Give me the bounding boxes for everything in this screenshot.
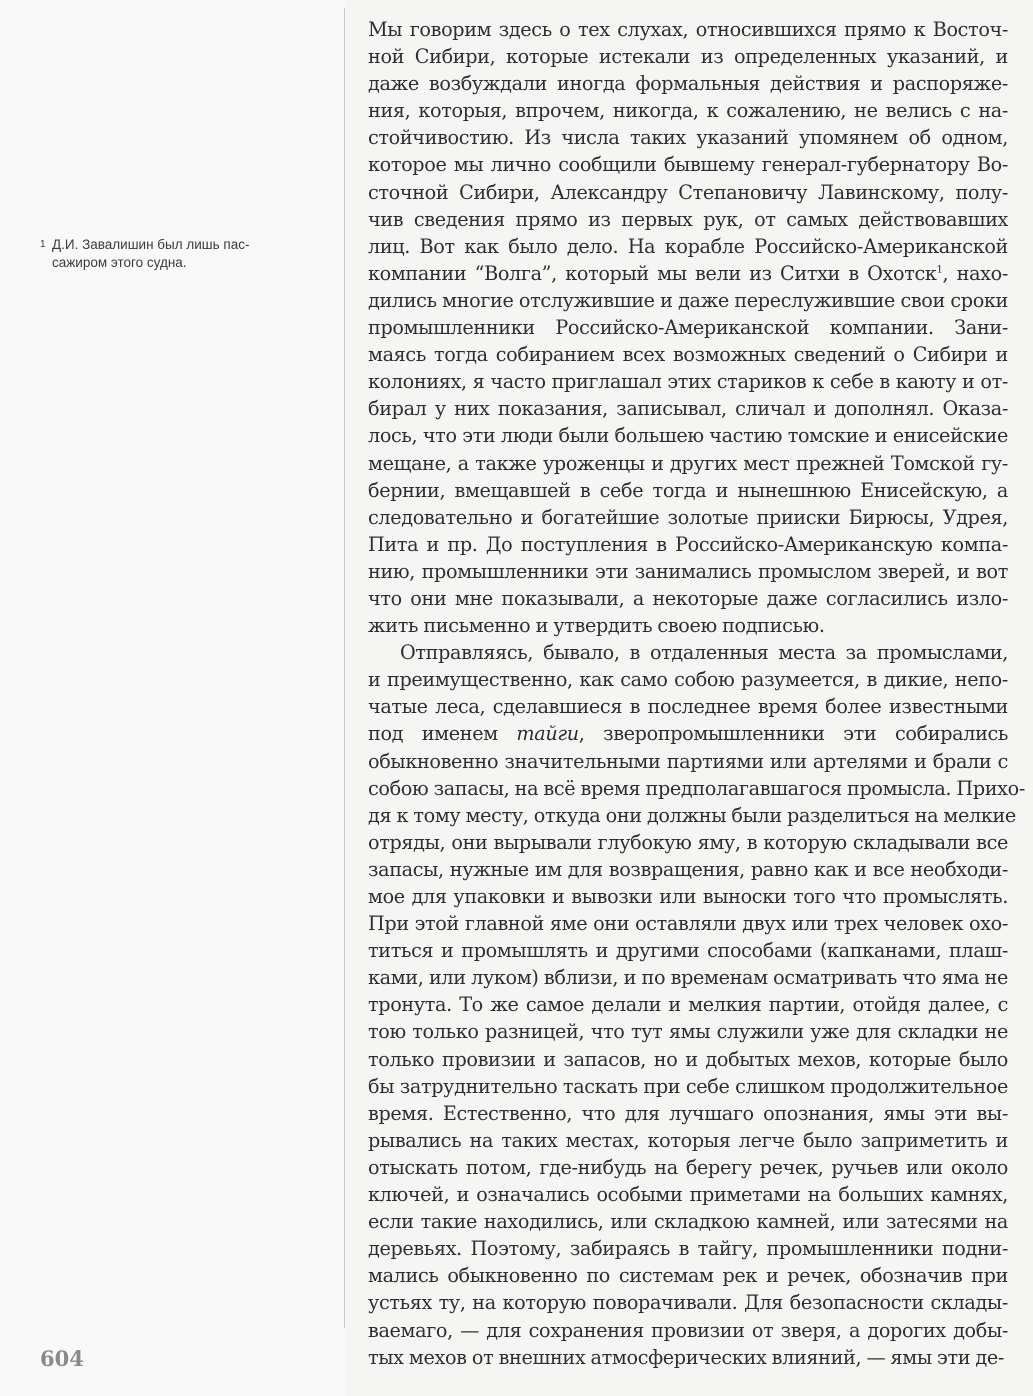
text-segment: компании “Волга”, который мы вели из Ситхи в Охотск xyxy=(368,261,937,285)
text-line: следовательно и богатейшие золотые прииски Бирюсы, Удрея, xyxy=(368,505,1008,529)
text-line: дя к тому месту, откуда они должны были разделиться на мелкие xyxy=(368,803,1016,827)
paragraph xyxy=(368,16,1008,639)
text-line: При этой главной яме они оставляли двух или трех человек охо- xyxy=(368,912,1008,936)
text-line: промышленники Российско-Американской компании. Зани- xyxy=(368,316,1008,340)
text-line: бернии, вмещавшей в себе тогда и нынешнюю Енисейскую, а xyxy=(368,478,1008,502)
text-line: тых мехов от внешних атмосферических влияний, — ямы эти де- xyxy=(368,1345,1005,1369)
text-line: бы затруднительно таскать при себе слишком продолжительное xyxy=(368,1074,1008,1098)
text-line: нию, промышленники эти занимались промыслом зверей, и вот xyxy=(368,559,1008,583)
text-line: Отправляясь, бывало, в отдаленныя места за промыслами, xyxy=(400,641,1008,665)
text-line: даже возбуждали иногда формальныя действия и распоряже- xyxy=(368,72,1008,96)
text-line: бирал у них показания, записывал, сличал и дополнял. Оказа- xyxy=(368,397,1008,421)
text-line: ния, которыя, впрочем, никогда, к сожалению, не велись с на- xyxy=(368,99,1008,123)
text-line: мались обыкновенно по системам рек и речек, обозначив при xyxy=(368,1264,1008,1288)
text-segment: , зверопромышленники эти собирались xyxy=(578,722,1009,746)
text-line: тою только разницей, что тут ямы служили уже для складки не xyxy=(368,1020,1008,1044)
page-margin xyxy=(0,0,345,1396)
text-line: Пита и пр. До поступления в Российско-Американскую компа- xyxy=(368,532,1008,556)
text-line: устьях ту, на которую поворачивали. Для безопасности склады- xyxy=(368,1291,1008,1315)
text-line: жить письменно и утвердить своею подписью. xyxy=(368,614,825,638)
footnote-ref: 1 xyxy=(936,264,943,276)
text-line: которое мы лично сообщили бывшему генерал-губернатору Во- xyxy=(368,153,1008,177)
text-line: обыкновенно значительными партиями или артелями и брали с xyxy=(368,749,1008,773)
footnote-text: Д.И. Завалишин был лишь пас- xyxy=(52,237,250,252)
text-line: ваемаго, — для сохранения провизии от зверя, а дорогих добы- xyxy=(368,1318,1008,1342)
footnote xyxy=(40,236,330,272)
text-line: только провизии и запасов, но и добытых мехов, которые было xyxy=(368,1047,1008,1071)
footnote-line xyxy=(40,236,330,254)
margin-rule xyxy=(344,8,345,1328)
paragraph xyxy=(368,639,1025,1371)
text-line: тронута. То же самое делали и мелкия партии, отойдя далее, с xyxy=(368,993,1008,1017)
text-line: чатые леса, сделавшиеся в последнее время более известными xyxy=(368,695,1008,719)
text-line: чив сведения прямо из первых рук, от самых действовавших xyxy=(368,207,1008,231)
text-line: запасы, нужные им для возвращения, равно как и все необходи- xyxy=(368,857,1008,881)
text-line: ной Сибири, которые истекали из определенных указаний, и xyxy=(368,45,1008,69)
text-line: деревьях. Поэтому, забираясь в тайгу, промышленники подни- xyxy=(368,1237,1008,1261)
text-segment: под именем xyxy=(368,722,517,746)
text-line: если такие находились, или складкою камней, или затесями на xyxy=(368,1210,1008,1234)
text-line: отряды, они вырывали глубокую яму, в которую складывали все xyxy=(368,830,1008,854)
text-line: ключей, и означались особыми приметами на больших камнях, xyxy=(368,1183,1008,1207)
text-line: стойчивостию. Из числа таких указаний упомянем об одном, xyxy=(368,126,1008,150)
text-line: и преимущественно, как само собою разумеется, в дикие, непо- xyxy=(368,668,1008,692)
text-line: что они мне показывали, а некоторые даже согласились изло- xyxy=(368,586,1008,610)
text-line: мещане, а также уроженцы и других мест прежней Томской гу- xyxy=(368,451,1008,475)
footnote-mark: 1 xyxy=(40,239,46,250)
body-text xyxy=(368,16,1025,1371)
page-number: 604 xyxy=(40,1346,84,1371)
footnote-line: сажиром этого судна. xyxy=(52,255,187,270)
text-line: титься и промышлять и другими способами (капканами, плаш- xyxy=(368,939,1008,963)
text-line: отыскать потом, где-нибудь на берегу речек, ручьев или около xyxy=(368,1155,1008,1179)
text-line: собою запасы, на всё время предполагавшагося промысла. Прихо- xyxy=(368,776,1025,800)
text-line: время. Естественно, что для лучшаго опознания, ямы эти вы- xyxy=(368,1101,1008,1125)
text-segment: , нахо- xyxy=(942,261,1008,285)
text-line: мое для упаковки и вывозки или выноски того что промыслять. xyxy=(368,885,1008,908)
text-line: маясь тогда собиранием всех возможных сведений о Сибири и xyxy=(368,343,1008,367)
text-line: колониях, я часто приглашал этих стариков к себе в каюту и от- xyxy=(368,370,1008,394)
text-line xyxy=(368,720,1008,747)
text-line: Мы говорим здесь о тех слухах, относившихся прямо к Восточ- xyxy=(368,18,1008,41)
text-line: лиц. Вот как было дело. На корабле Российско-Американской xyxy=(368,234,1008,258)
text-line xyxy=(368,260,1008,287)
text-line: лось, что эти люди были большею частию томские и енисейские xyxy=(368,424,1008,448)
text-line: рывались на таких местах, которыя легче было заприметить и xyxy=(368,1128,1008,1152)
text-line: сточной Сибири, Александру Степановичу Лавинскому, полу- xyxy=(368,180,1008,204)
text-line: дились многие отслужившие и даже переслужившие свои сроки xyxy=(368,288,1008,312)
italic-term: тайги xyxy=(516,722,579,746)
text-line: ками, или луком) вблизи, и по временам осматривать что яма не xyxy=(368,966,1008,990)
